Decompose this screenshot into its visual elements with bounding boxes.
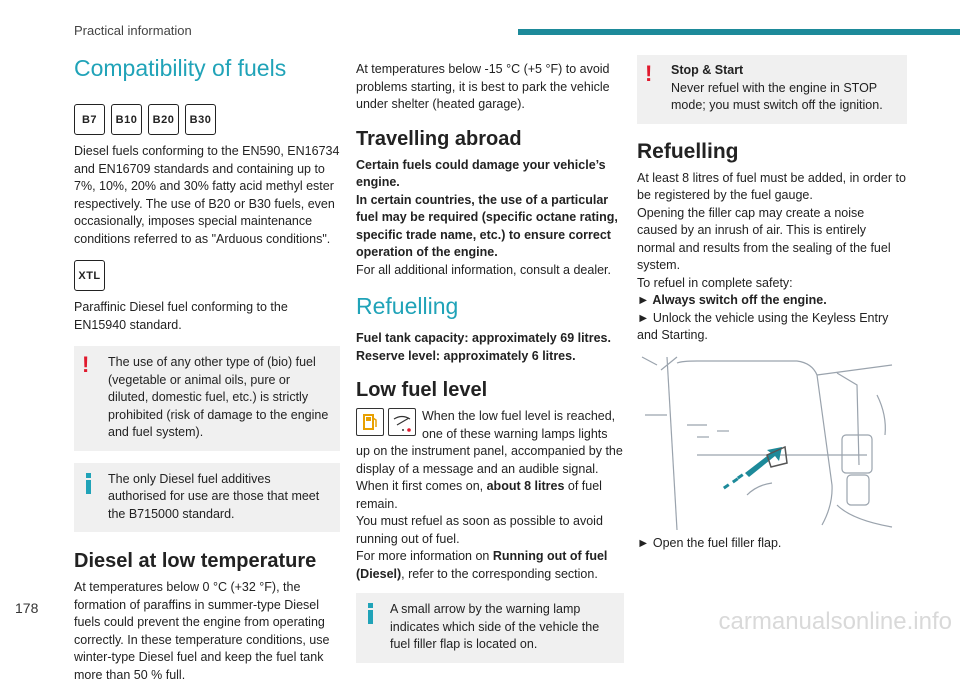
fuel-pump-warning-icon — [356, 408, 384, 436]
low-fuel-8-litres-text — [356, 478, 624, 513]
heading-refuelling: Refuelling — [637, 139, 739, 163]
fuel-label-icons — [74, 104, 340, 135]
info-box-arrow — [356, 593, 624, 663]
fuel-b20-icon: B20 — [148, 104, 179, 135]
heading-travelling-abroad: Travelling abroad — [356, 127, 522, 150]
page-number: 178 — [15, 600, 39, 616]
stop-start-title: Stop & Start — [671, 63, 744, 77]
info-arrow-text: A small arrow by the warning lamp indicates which side of the vehicle the fuel filler flap is located on. — [390, 602, 600, 651]
running-out-a: For more information on — [356, 549, 493, 563]
diesel-standards-text: Diesel fuels conforming to the EN590, EN16734 and EN16709 standards and containing up to 7%, 10%, 20% and 30% fatty acid methyl ester respectively. The use of B20 or B30 fuels, even occasionally, imposes special maintenance conditions referred to as "Arduous conditions". — [74, 144, 340, 246]
paraffinic-diesel-text: Paraffinic Diesel fuel conforming to the EN15940 standard. — [74, 300, 288, 332]
cold-start-text: At temperatures below -15 °C (+5 °F) to avoid problems starting, it is best to park the vehicle under shelter (heated garage). — [356, 62, 610, 111]
travel-warning-bold-1: Certain fuels could damage your vehicle’s engine. — [356, 157, 606, 189]
running-out-reference-text — [356, 548, 624, 583]
info-icon — [364, 601, 378, 623]
low-fuel-8-litres-a: When it first comes on, — [356, 479, 487, 493]
fuel-b10-icon: B10 — [111, 104, 142, 135]
warning-box-biofuel — [74, 346, 340, 451]
heading-refuelling-capacity: Refuelling — [356, 293, 459, 319]
low-temperature-text: At temperatures below 0 °C (+32 °F), the formation of paraffins in summer-type Diesel fuels could prevent the engine from operating correctly. In these temperature conditions, use winter-type Diesel fuel and keep the fuel tank more than 50 % full. — [74, 580, 330, 682]
info-additives-text: The only Diesel fuel additives authorised for use are those that meet the B715000 standard. — [108, 471, 320, 521]
reserve-level-text: Reserve level: approximately 6 litres. — [356, 348, 576, 363]
warning-box-stop-start — [637, 55, 907, 124]
column-3 — [637, 55, 907, 552]
fuel-xtl-icon: XTL — [74, 260, 105, 291]
low-fuel-8-litres-c: of fuel remain. — [356, 479, 602, 511]
fuel-gauge-warning-icon — [388, 408, 416, 436]
column-1 — [74, 55, 340, 684]
fuel-b7-icon: B7 — [74, 104, 105, 135]
running-out-b: Running out of fuel (Diesel) — [356, 549, 608, 581]
warning-biofuel-text: The use of any other type of (bio) fuel (vegetable or animal oils, pure or diluted, domestic fuel, etc.) is strictly prohibited (risk of damage to the engine and fuel system). — [108, 355, 329, 439]
step-open-fuel-flap: ► Open the fuel filler flap. — [637, 535, 782, 550]
heading-compatibility-of-fuels: Compatibility of fuels — [74, 55, 287, 81]
tank-capacity-text: Fuel tank capacity: approximately 69 litres. — [356, 331, 611, 345]
stop-start-text: Never refuel with the engine in STOP mode; you must switch off the ignition. — [671, 80, 883, 112]
filler-cap-noise-text: Opening the filler cap may create a noise caused by an inrush of air. This is entirely normal and results from the sealing of the fuel system. — [637, 205, 891, 272]
header-accent-bar — [518, 29, 960, 35]
fuel-flap-illustration — [637, 355, 899, 531]
low-fuel-8-litres-b: about 8 litres — [486, 479, 565, 493]
step-unlock-vehicle: ► Unlock the vehicle using the Keyless Entry and Starting. — [637, 310, 889, 342]
step-switch-off-engine: ► Always switch off the engine. — [637, 293, 827, 307]
page-header-section: Practical information — [74, 23, 192, 38]
travel-dealer-text: For all additional information, consult a dealer. — [356, 262, 612, 277]
fuel-b30-icon: B30 — [185, 104, 216, 135]
info-box-additives — [74, 463, 340, 533]
info-icon — [82, 471, 96, 493]
heading-diesel-low-temperature: Diesel at low temperature — [74, 550, 317, 572]
column-2 — [356, 61, 624, 663]
heading-low-fuel-level: Low fuel level — [356, 379, 488, 401]
low-fuel-warning-text: When the low fuel level is reached, one of these warning lamps lights up on the instrument panel, accompanied by the display of a message and an audible signal. — [356, 409, 623, 476]
warning-exclamation-icon: ! — [645, 61, 653, 86]
xtl-icon-row — [74, 260, 340, 291]
min-litres-text: At least 8 litres of fuel must be added, in order to be registered by the fuel gauge. — [637, 170, 906, 202]
warning-lamps — [356, 408, 416, 436]
safety-intro-text: To refuel in complete safety: — [637, 275, 793, 290]
watermark-text: carmanualsonline.info — [718, 608, 952, 635]
warning-exclamation-icon: ! — [82, 352, 90, 377]
refuel-asap-text: You must refuel as soon as possible to avoid running out of fuel. — [356, 514, 603, 546]
travel-warning-bold-2: In certain countries, the use of a particular fuel may be required (specific octane rating, specific trade name, etc.) to ensure correct operation of the engine. — [356, 192, 618, 259]
running-out-c: , refer to the corresponding section. — [401, 566, 598, 581]
